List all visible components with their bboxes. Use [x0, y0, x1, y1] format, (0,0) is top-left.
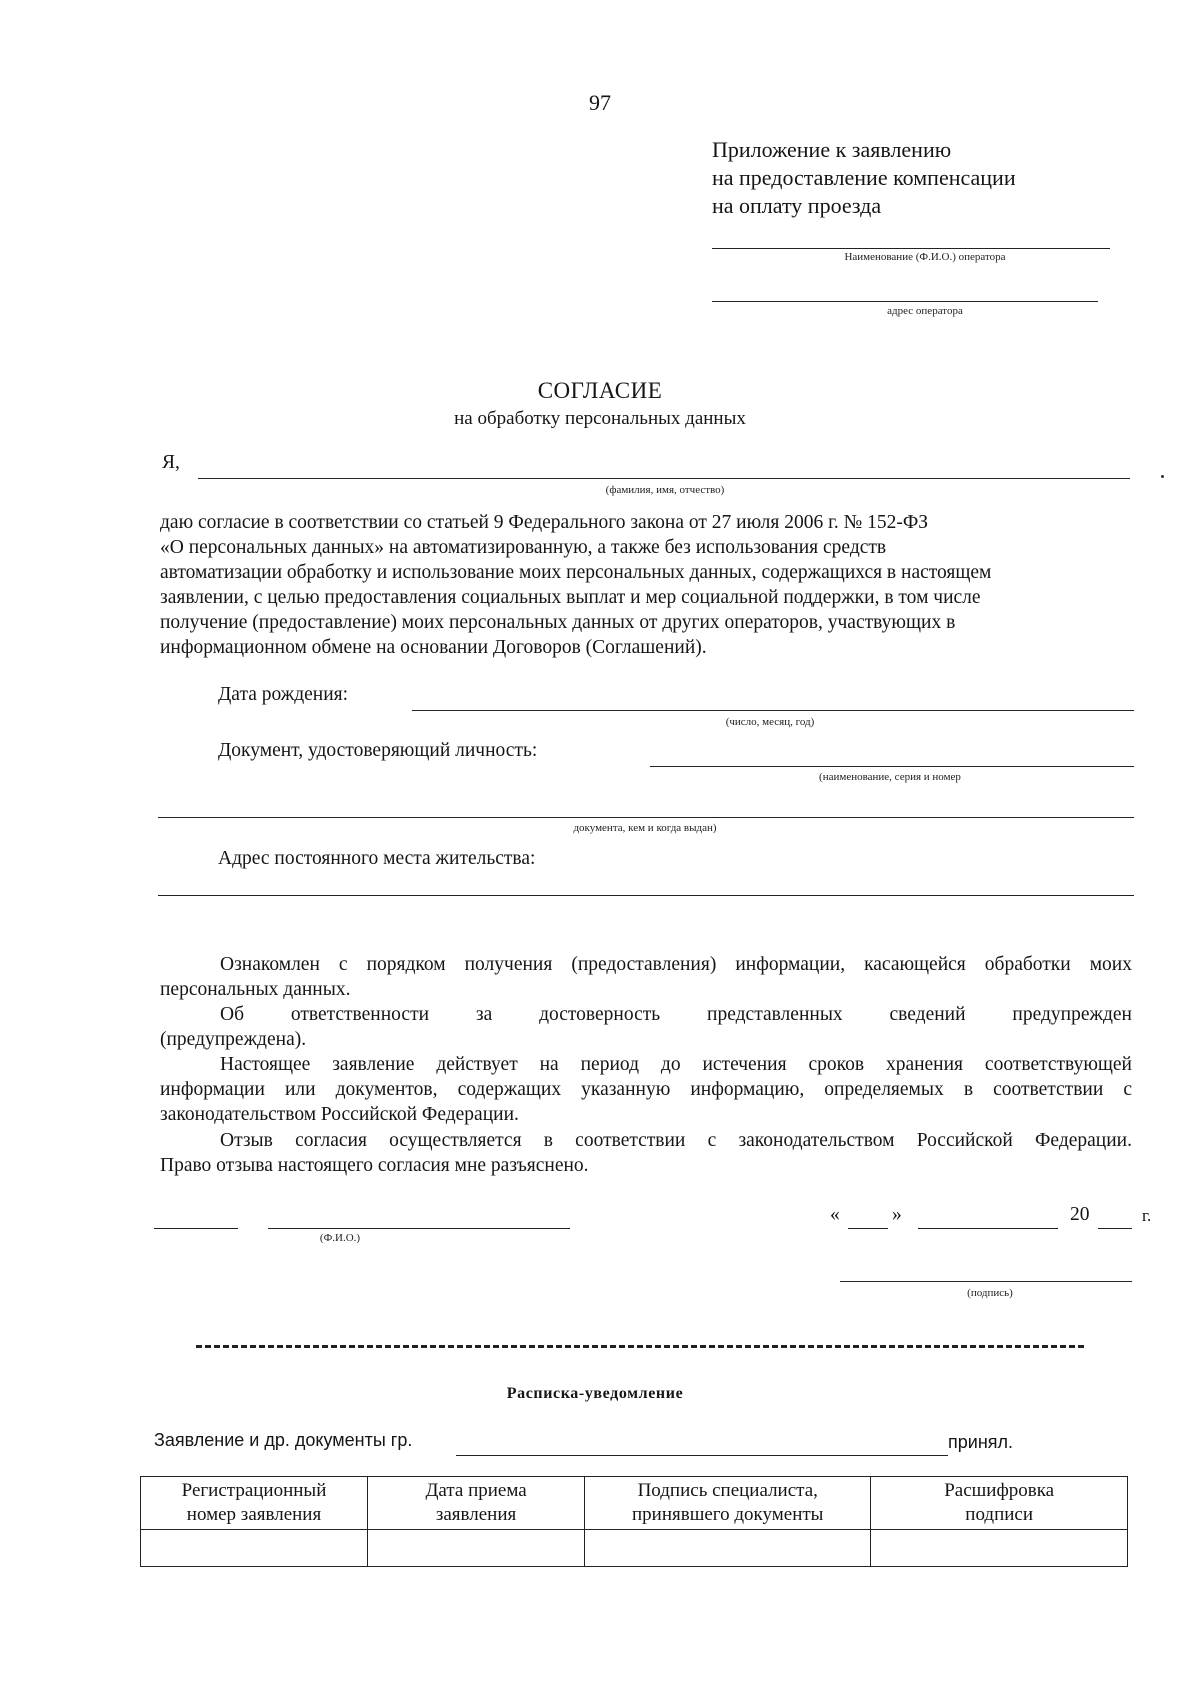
- annex-line-2: на предоставление компенсации: [712, 165, 1016, 190]
- statement-line: законодательством Российской Федерации.: [160, 1104, 519, 1125]
- receipt-entry-row: [141, 1530, 1128, 1567]
- statement-line: Отзыв согласия осуществляется в соответствии с законодательством Российской Федерации.: [220, 1130, 1132, 1151]
- id-document-line-2[interactable]: [158, 817, 1134, 818]
- cell-acceptance-date[interactable]: [368, 1530, 585, 1567]
- id-document-caption-2: документа, кем и когда выдан): [573, 822, 717, 834]
- receipt-accepted-prefix: Заявление и др. документы гр.: [154, 1430, 413, 1450]
- header-text: номер заявления: [186, 1504, 322, 1525]
- birth-date-line[interactable]: [412, 710, 1134, 711]
- statement-line: Право отзыва настоящего согласия мне разъяснено.: [160, 1155, 589, 1176]
- header-signature-decoding: [871, 1477, 1128, 1530]
- address-line[interactable]: [158, 895, 1134, 896]
- date-year-prefix: 20: [1070, 1204, 1090, 1225]
- signature-line[interactable]: [840, 1281, 1132, 1282]
- statement-line: (предупреждена).: [160, 1029, 307, 1050]
- receipt-table: [140, 1476, 1128, 1567]
- signature-short-line[interactable]: [154, 1228, 238, 1229]
- date-day-line[interactable]: [848, 1228, 888, 1229]
- header-text: Регистрационный: [181, 1480, 327, 1501]
- statement-acquainted: [160, 952, 1132, 1002]
- date-year-line[interactable]: [1098, 1228, 1132, 1229]
- operator-address-caption: адрес оператора: [887, 305, 963, 317]
- header-text: Подпись специалиста,: [637, 1480, 818, 1501]
- id-document-line[interactable]: [650, 766, 1134, 767]
- statement-line: персональных данных.: [160, 979, 351, 1000]
- operator-address-line[interactable]: [712, 301, 1098, 302]
- annex-line-3: на оплату проезда: [712, 193, 882, 218]
- id-document-caption: (наименование, серия и номер: [819, 771, 961, 783]
- header-text: Дата приема: [425, 1480, 527, 1501]
- statement-line: информации или документов, содержащих указанную информацию, определяемых в соответствии с: [160, 1079, 1132, 1100]
- cell-specialist-signature[interactable]: [585, 1530, 871, 1567]
- header-registration-number: [141, 1477, 368, 1530]
- statement-line: Об ответственности за достоверность представленных сведений предупрежден: [220, 1004, 1132, 1025]
- operator-name-line[interactable]: [712, 248, 1110, 249]
- document-title: СОГЛАСИЕ: [537, 378, 663, 403]
- signature-fio-caption: (Ф.И.О.): [319, 1232, 361, 1244]
- id-document-label: Документ, удостоверяющий личность:: [218, 740, 538, 761]
- header-text: заявления: [435, 1504, 517, 1525]
- header-text: принявшего документы: [632, 1504, 824, 1525]
- fio-caption: (фамилия, имя, отчество): [605, 484, 725, 496]
- receipt-accepted-suffix: принял.: [948, 1432, 1014, 1452]
- scan-speck: [1161, 475, 1164, 478]
- annex-line-1: Приложение к заявлению: [712, 137, 952, 162]
- statement-line: Ознакомлен с порядком получения (предоставления) информации, касающейся обработки моих: [220, 954, 1132, 975]
- consent-paragraph: [160, 510, 1132, 660]
- fio-line[interactable]: [198, 478, 1130, 479]
- birth-date-label: Дата рождения:: [218, 684, 349, 705]
- consent-line: «О персональных данных» на автоматизированную, а также без использования средств: [160, 537, 887, 558]
- signature-caption: (подпись): [967, 1287, 1013, 1299]
- page-number: 97: [589, 90, 611, 115]
- signature-fio-line[interactable]: [268, 1228, 570, 1229]
- cell-signature-decoding[interactable]: [871, 1530, 1128, 1567]
- cut-line: [196, 1345, 1084, 1348]
- i-label: Я,: [162, 452, 180, 473]
- receipt-title: Расписка-уведомление: [506, 1385, 684, 1402]
- date-year-suffix: г.: [1142, 1206, 1152, 1225]
- date-month-line[interactable]: [918, 1228, 1058, 1229]
- statement-validity: [160, 1052, 1132, 1127]
- header-specialist-signature: [585, 1477, 871, 1530]
- header-text: подписи: [965, 1504, 1034, 1525]
- date-open-quote: «: [830, 1204, 840, 1225]
- annex-heading: [712, 136, 1016, 220]
- consent-line: заявлении, с целью предоставления социальных выплат и мер социальной поддержки, в том числе: [160, 587, 981, 608]
- date-close-quote: »: [892, 1204, 902, 1225]
- consent-line: даю согласие в соответствии со статьей 9 Федерального закона от 27 июля 2006 г. № 152-ФЗ: [160, 512, 929, 533]
- birth-date-caption: (число, месяц, год): [725, 716, 815, 728]
- cell-registration-number[interactable]: [141, 1530, 368, 1567]
- operator-name-caption: Наименование (Ф.И.О.) оператора: [844, 251, 1006, 263]
- statement-line: Настоящее заявление действует на период до истечения сроков хранения соответствующей: [220, 1054, 1132, 1075]
- header-acceptance-date: [368, 1477, 585, 1530]
- statement-responsibility: [160, 1002, 1132, 1052]
- consent-line: информационном обмене на основании Договоров (Соглашений).: [160, 637, 707, 658]
- consent-line: автоматизации обработку и использование моих персональных данных, содержащихся в настоящем: [160, 562, 992, 583]
- header-text: Расшифровка: [944, 1480, 1055, 1501]
- receipt-applicant-line[interactable]: [456, 1455, 948, 1456]
- receipt-header-row: [141, 1477, 1128, 1530]
- statement-withdrawal: [160, 1128, 1132, 1178]
- document-subtitle: на обработку персональных данных: [454, 408, 746, 429]
- consent-line: получение (предоставление) моих персональных данных от других операторов, участвующих в: [160, 612, 956, 633]
- address-label: Адрес постоянного места жительства:: [218, 848, 536, 869]
